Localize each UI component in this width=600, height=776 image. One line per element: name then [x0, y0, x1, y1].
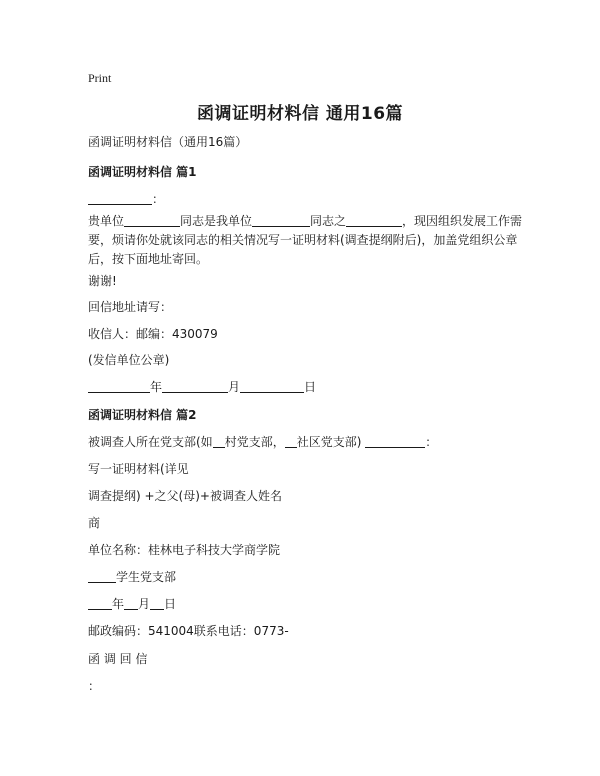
section2-heading: 函调证明材料信 篇2 [88, 408, 197, 422]
branch-text-1: 被调查人所在党支部(如 [88, 435, 213, 449]
recipient-line: 收信人：邮编：430079 [88, 327, 218, 341]
blank-day [240, 380, 304, 393]
student-branch-label: 学生党支部 [116, 570, 177, 584]
date-year-label-2: 年 [112, 597, 125, 611]
thanks-line: 谢谢! [88, 274, 117, 288]
postal-line: 邮政编码：541004联系电话：0773- [88, 624, 289, 638]
blank-month [162, 380, 228, 393]
document-subtitle: 函调证明材料信（通用16篇） [88, 135, 248, 149]
addressee-blank [88, 192, 152, 205]
print-label[interactable]: Print [88, 71, 112, 85]
blank-community [285, 435, 297, 448]
section1-paragraph [88, 212, 528, 269]
date-month-label: 月 [228, 380, 241, 394]
branch-line [88, 433, 437, 451]
document-title: 函调证明材料信 通用16篇 [196, 104, 404, 124]
date-day-label-2: 日 [164, 597, 177, 611]
para-text-1: 贵单位 [88, 214, 125, 228]
write-line: 写一证明材料(详见 [88, 462, 189, 476]
section1-date-line [88, 378, 316, 396]
last-mark-line: ： [88, 679, 101, 693]
blank-branch-prefix [88, 570, 116, 583]
para-text-2: 同志是我单位 [180, 214, 253, 228]
blank-year [88, 380, 150, 393]
addressee-suffix: ： [152, 192, 165, 206]
blank-year-2 [88, 597, 112, 610]
seal-line: (发信单位公章) [88, 353, 170, 367]
reply-address-line: 回信地址请写： [88, 300, 173, 314]
date-day-label: 日 [304, 380, 317, 394]
blank-branch [365, 435, 425, 448]
reply-heading: 函 调 回 信 [88, 652, 148, 666]
branch-text-3: 社区党支部) [296, 435, 362, 449]
para-text-4: ，现因组织发展工作需要，烦请你处就该同志的相关情况写一证明材料(调查提纲附后)，加盖党组织公章后，按下面地址寄回。 [88, 214, 523, 266]
unit-name-line: 单位名称：桂林电子科技大学商学院 [88, 543, 281, 557]
shang-line: 商 [88, 516, 101, 530]
date-month-label-2: 月 [138, 597, 151, 611]
blank-name-1 [252, 214, 310, 227]
blank-village [213, 435, 225, 448]
para-text-3: 同志之 [310, 214, 347, 228]
student-branch-line [88, 568, 176, 586]
branch-text-2: 村党支部， [224, 435, 285, 449]
outline-line: 调查提纲) +之父(母)+被调查人姓名 [88, 489, 282, 503]
section2-date-line [88, 595, 176, 613]
blank-day-2 [150, 597, 164, 610]
date-year-label: 年 [150, 380, 163, 394]
blank-unit [124, 214, 180, 227]
section1-heading: 函调证明材料信 篇1 [88, 165, 197, 179]
blank-name-2 [346, 214, 402, 227]
addressee-line [88, 190, 164, 208]
branch-text-end: ： [425, 435, 438, 449]
blank-month-2 [124, 597, 138, 610]
